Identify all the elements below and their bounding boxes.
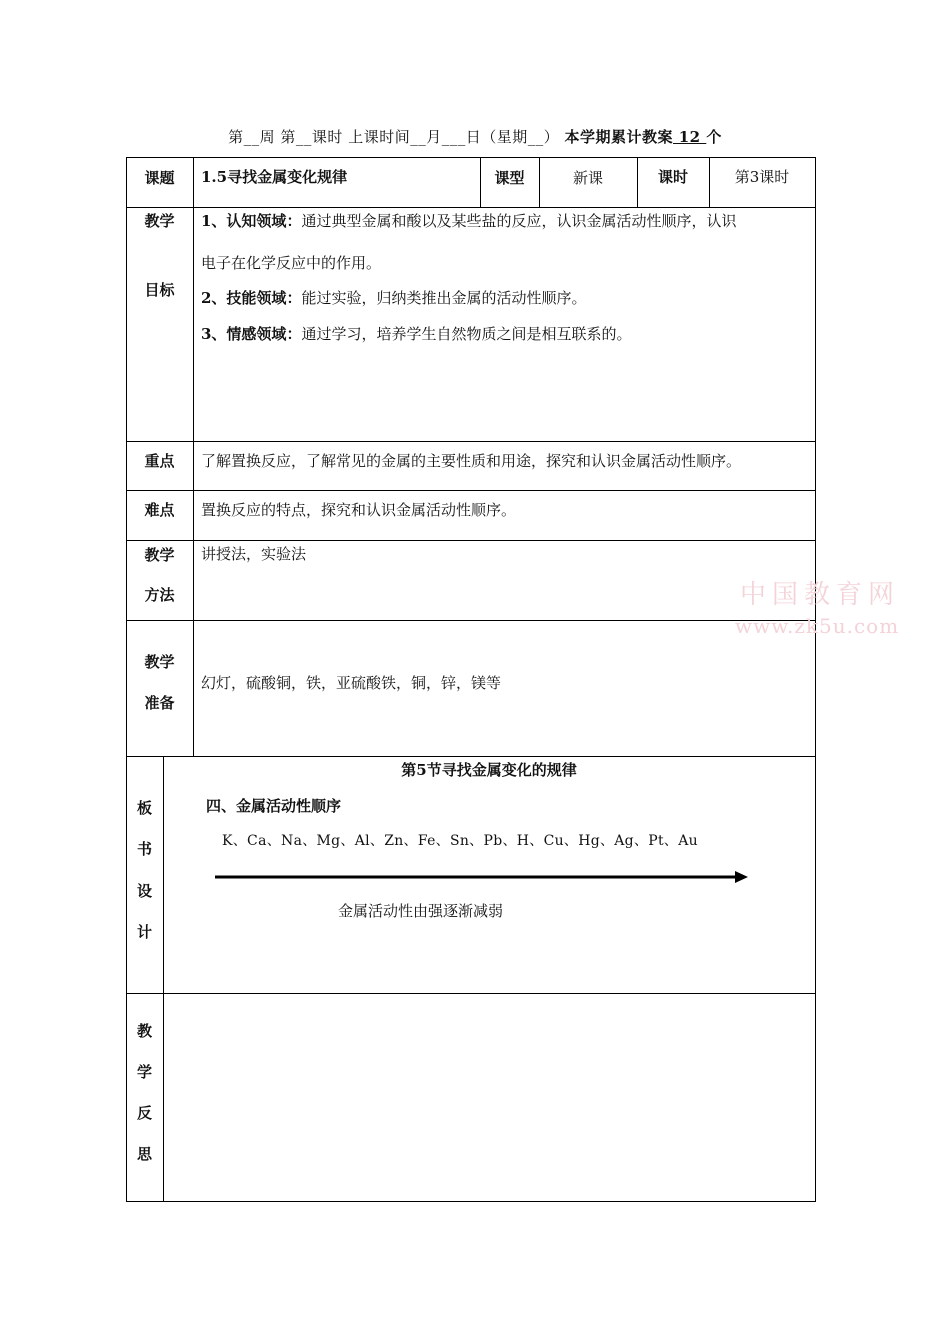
goal-3-text: 通过学习，培养学生自然物质之间是相互联系的。 [301, 325, 632, 343]
method-text: 讲授法，实验法 [201, 545, 307, 563]
label-type: 课型 [494, 169, 525, 187]
header-cumulative-count: 12 [673, 128, 707, 146]
difficulty-text: 置换反应的特点，探究和认识金属活动性顺序。 [201, 501, 517, 519]
label-reflection-1: 教 [136, 1022, 152, 1040]
watermark-url: www.zk5u.com [735, 614, 900, 638]
header-unit: 个 [706, 128, 722, 146]
label-topic: 课题 [144, 169, 175, 187]
label-method-top: 教学 [144, 546, 175, 564]
label-period: 课时 [657, 168, 688, 186]
label-difficulty: 难点 [144, 501, 175, 519]
goal-3 [201, 325, 631, 343]
header-cumulative-label: 本学期累计教案 [564, 128, 673, 146]
goal-3-head: 3、情感领域： [201, 325, 302, 343]
label-key-point: 重点 [144, 452, 175, 470]
label-board-4: 计 [136, 923, 152, 941]
period-value: 第3课时 [734, 168, 790, 186]
arrow-head [735, 871, 748, 883]
goal-2-head: 2、技能领域： [201, 289, 302, 307]
label-board-3: 设 [136, 882, 152, 900]
board-subtitle: 四、金属活动性顺序 [206, 797, 342, 815]
label-goals-top: 教学 [144, 212, 175, 230]
label-prep-top: 教学 [144, 653, 175, 671]
label-board-2: 书 [136, 840, 152, 858]
label-reflection-3: 反 [136, 1104, 152, 1122]
label-goals-bottom: 目标 [144, 281, 175, 299]
key-point-text: 了解置换反应，了解常见的金属的主要性质和用途，探究和认识金属活动性顺序。 [201, 452, 742, 470]
goal-2-text: 能过实验，归纳类推出金属的活动性顺序。 [301, 289, 587, 307]
goal-1-text: 通过典型金属和酸以及某些盐的反应，认识金属活动性顺序，认识 [301, 212, 737, 230]
goal-1 [201, 212, 811, 230]
label-reflection-4: 思 [136, 1145, 152, 1163]
goal-2 [201, 289, 586, 307]
watermark-text: 中国教育网 [740, 580, 901, 610]
topic-value: 1.5寻找金属变化规律 [201, 168, 348, 186]
lesson-header [0, 126, 950, 147]
activity-arrow [213, 868, 753, 886]
label-board-1: 板 [136, 799, 152, 817]
prep-text: 幻灯，硫酸铜，铁，亚硫酸铁，铜，锌，镁等 [201, 674, 502, 692]
label-reflection-2: 学 [136, 1063, 152, 1081]
arrow-caption: 金属活动性由强逐渐减弱 [338, 902, 504, 920]
board-title: 第5节寻找金属变化的规律 [401, 761, 577, 779]
header-schedule: 第__周 第__课时 上课时间__月___日（星期__） [228, 128, 560, 146]
goal-1-continuation: 电子在化学反应中的作用。 [201, 254, 382, 272]
label-prep-bottom: 准备 [144, 694, 175, 712]
type-value: 新课 [572, 169, 603, 187]
metal-sequence: K、Ca、Na、Mg、Al、Zn、Fe、Sn、Pb、H、Cu、Hg、Ag、Pt、Au [222, 833, 698, 849]
label-method-bottom: 方法 [144, 586, 175, 604]
goal-1-head: 1、认知领域： [201, 212, 302, 230]
